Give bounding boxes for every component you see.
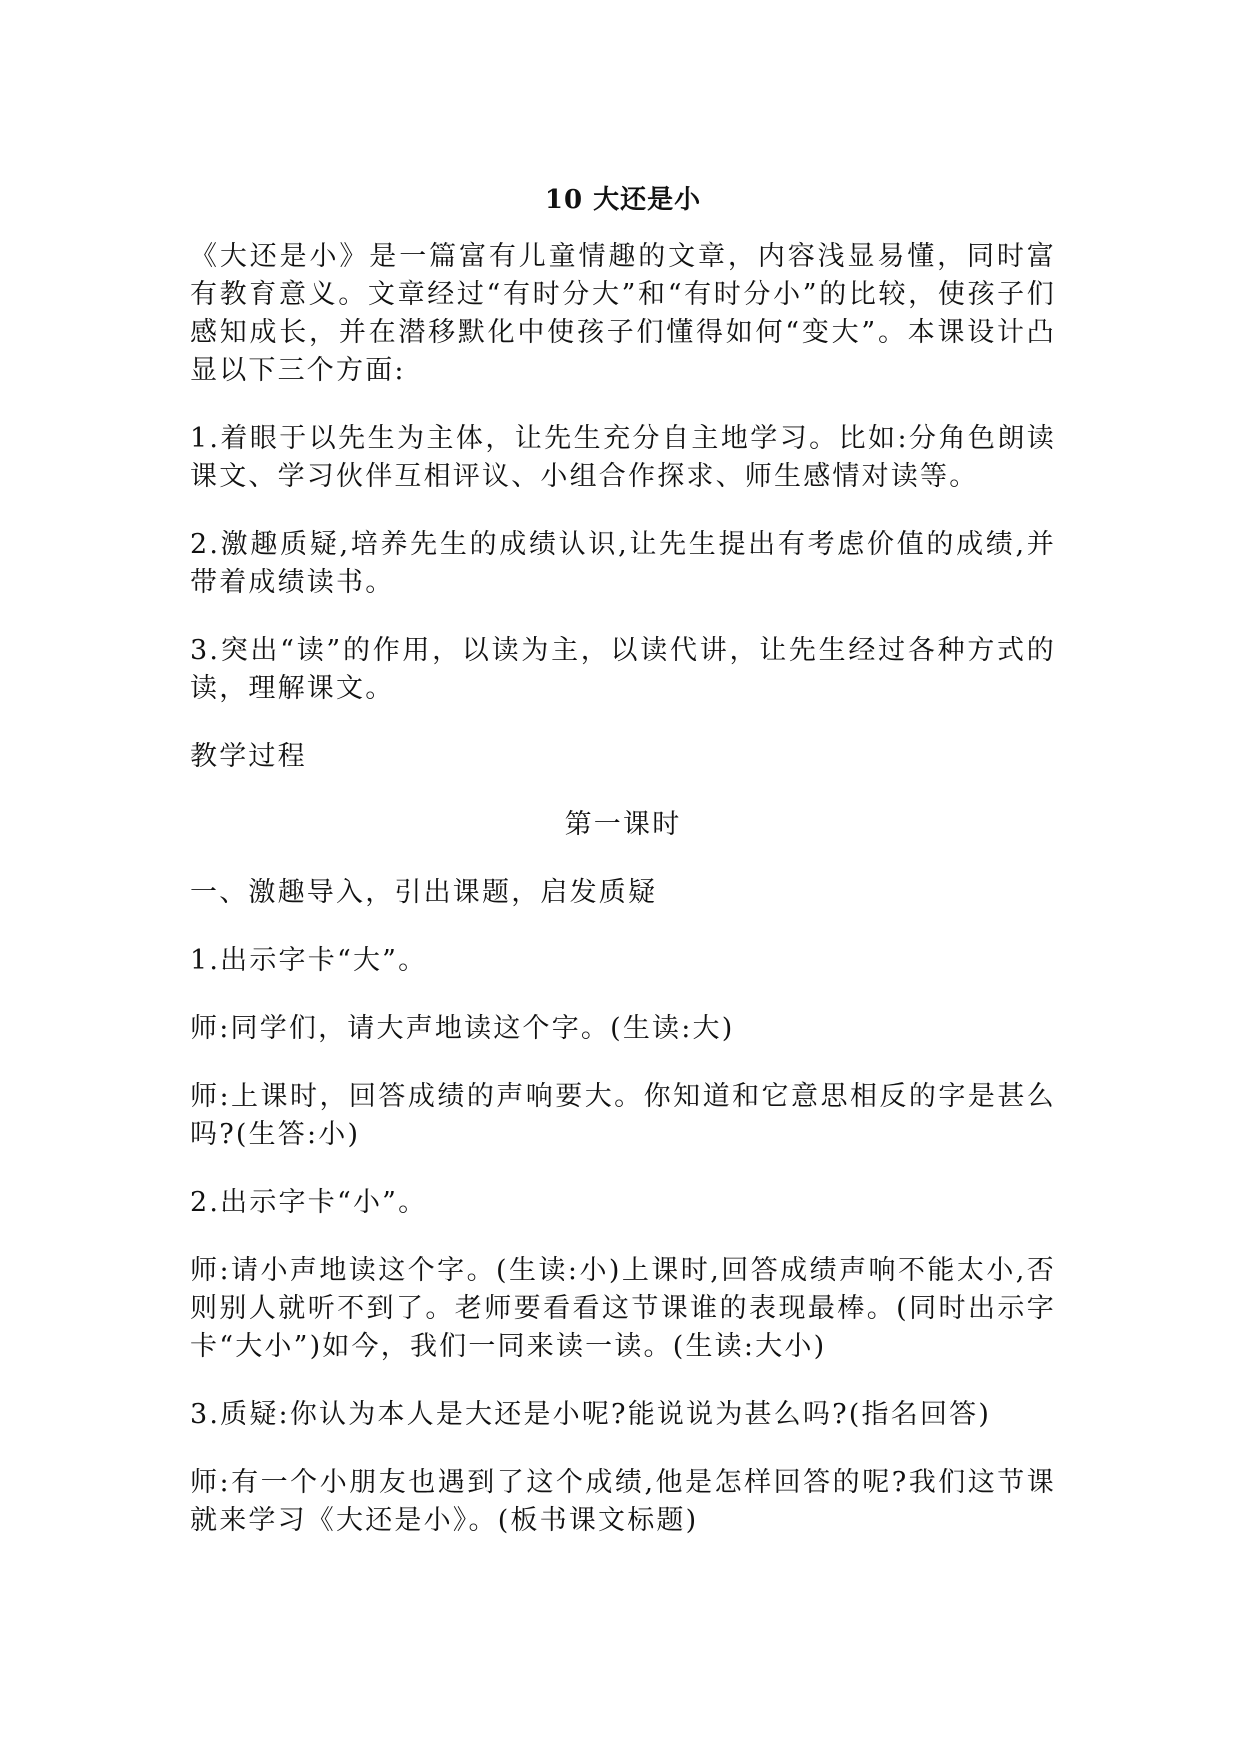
step-paragraph: 3.质疑:你认为本人是大还是小呢?能说说为甚么吗?(指名回答): [190, 1399, 992, 1430]
step-paragraph: 1.出示字卡“大”。: [190, 945, 428, 976]
step-paragraph: 师:有一个小朋友也遇到了这个成绩,他是怎样回答的呢?我们这节课就来学习《大还是小》。(板书课文标题): [190, 1467, 1056, 1536]
design-point-1: 1.着眼于以先生为主体，让先生充分自主地学习。比如:分角色朗读课文、学习伙伴互相评议、小组合作探求、师生感情对读等。: [190, 423, 1056, 492]
design-point-3: 3.突出“读”的作用，以读为主，以读代讲，让先生经过各种方式的读，理解课文。: [190, 635, 1056, 704]
step-paragraph: 师:上课时，回答成绩的声响要大。你知道和它意思相反的字是甚么吗?(生答:小): [190, 1081, 1056, 1150]
document-page: [190, 180, 1056, 1570]
step-paragraph: 师:同学们，请大声地读这个字。(生读:大): [190, 1013, 735, 1044]
step-paragraph: 师:请小声地读这个字。(生读:小)上课时,回答成绩声响不能太小,否则别人就听不到了。老师要看看这节课谁的表现最棒。(同时出示字卡“大小”)如今，我们一同来读一读。(生读:大小): [190, 1255, 1056, 1362]
document-title: 10 大还是小: [544, 185, 702, 215]
design-point-2: 2.激趣质疑,培养先生的成绩认识,让先生提出有考虑价值的成绩,并带着成绩读书。: [190, 529, 1056, 598]
lesson-heading: 第一课时: [564, 809, 682, 840]
process-heading: 教学过程: [190, 741, 307, 772]
step-paragraph: 2.出示字卡“小”。: [190, 1187, 428, 1218]
intro-paragraph: 《大还是小》是一篇富有儿童情趣的文章，内容浅显易懂，同时富有教育意义。文章经过“有时分大”和“有时分小”的比较，使孩子们感知成长，并在潜移默化中使孩子们懂得如何“变大”。本课设计凸显以下三个方面:: [190, 241, 1056, 386]
section1-heading: 一、激趣导入，引出课题，启发质疑: [190, 877, 658, 908]
